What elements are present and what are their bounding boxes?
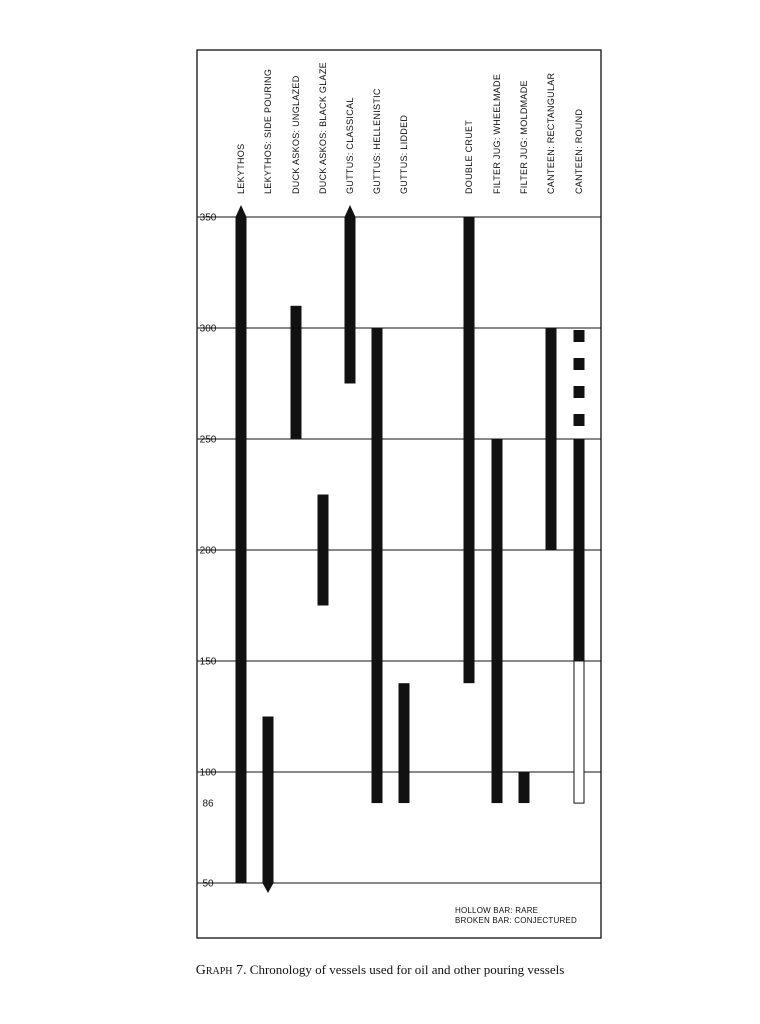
caption-text: Chronology of vessels used for oil and other pouring vessels xyxy=(249,962,565,977)
legend-broken-bar: BROKEN BAR: CONJECTURED xyxy=(455,916,577,925)
bar-broken-segment xyxy=(574,358,585,370)
y-tick-label: 200 xyxy=(199,545,217,557)
caption-label: Graph 7. xyxy=(195,963,247,978)
figure-caption xyxy=(0,962,760,979)
series-label: DOUBLE CRUET xyxy=(464,119,474,194)
bars xyxy=(236,205,585,893)
bar-arrow-down xyxy=(263,883,274,893)
series-label: FILTER JUG: WHEELMADE xyxy=(492,73,502,194)
series-label: GUTTUS: CLASSICAL xyxy=(345,97,355,194)
bar xyxy=(399,683,410,803)
y-tick-label: 250 xyxy=(199,434,217,446)
bar xyxy=(492,439,503,803)
series-labels xyxy=(236,62,584,194)
bar-hollow xyxy=(574,661,584,803)
bar xyxy=(318,495,329,606)
series-label: DUCK ASKOS: BLACK GLAZE xyxy=(318,62,328,194)
bar xyxy=(574,439,585,661)
y-tick-label: 150 xyxy=(199,656,217,668)
series-label: CANTEEN: RECTANGULAR xyxy=(546,72,556,194)
series-label: GUTTUS: HELLENISTIC xyxy=(372,88,382,194)
series-label: CANTEEN: ROUND xyxy=(574,108,584,194)
bar xyxy=(291,306,302,439)
bar-arrow-up xyxy=(345,205,356,217)
series-label: DUCK ASKOS: UNGLAZED xyxy=(291,75,301,194)
bar xyxy=(263,717,274,884)
series-label: LEKYTHOS: SIDE POURING xyxy=(263,68,273,194)
bar xyxy=(372,328,383,803)
bar-arrow-up xyxy=(236,205,247,217)
y-tick-label: 86 xyxy=(202,798,214,810)
y-tick-labels xyxy=(200,213,217,890)
bar-broken-segment xyxy=(574,414,585,426)
y-tick-label: 50 xyxy=(202,878,214,890)
bar xyxy=(345,217,356,384)
series-label: LEKYTHOS xyxy=(236,143,246,194)
bar xyxy=(464,217,475,683)
series-label: FILTER JUG: MOLDMADE xyxy=(519,80,529,194)
bar xyxy=(236,217,247,883)
bar-broken-segment xyxy=(574,330,585,342)
bar xyxy=(519,772,530,803)
legend xyxy=(455,906,595,926)
legend-hollow-bar: HOLLOW BAR: RARE xyxy=(455,906,539,915)
bar xyxy=(546,328,557,550)
bar-broken-segment xyxy=(574,386,585,398)
y-tick-label: 100 xyxy=(199,767,217,779)
y-tick-label: 350 xyxy=(199,212,217,224)
y-tick-label: 300 xyxy=(199,323,217,335)
series-label: GUTTUS: LIDDED xyxy=(399,114,409,194)
